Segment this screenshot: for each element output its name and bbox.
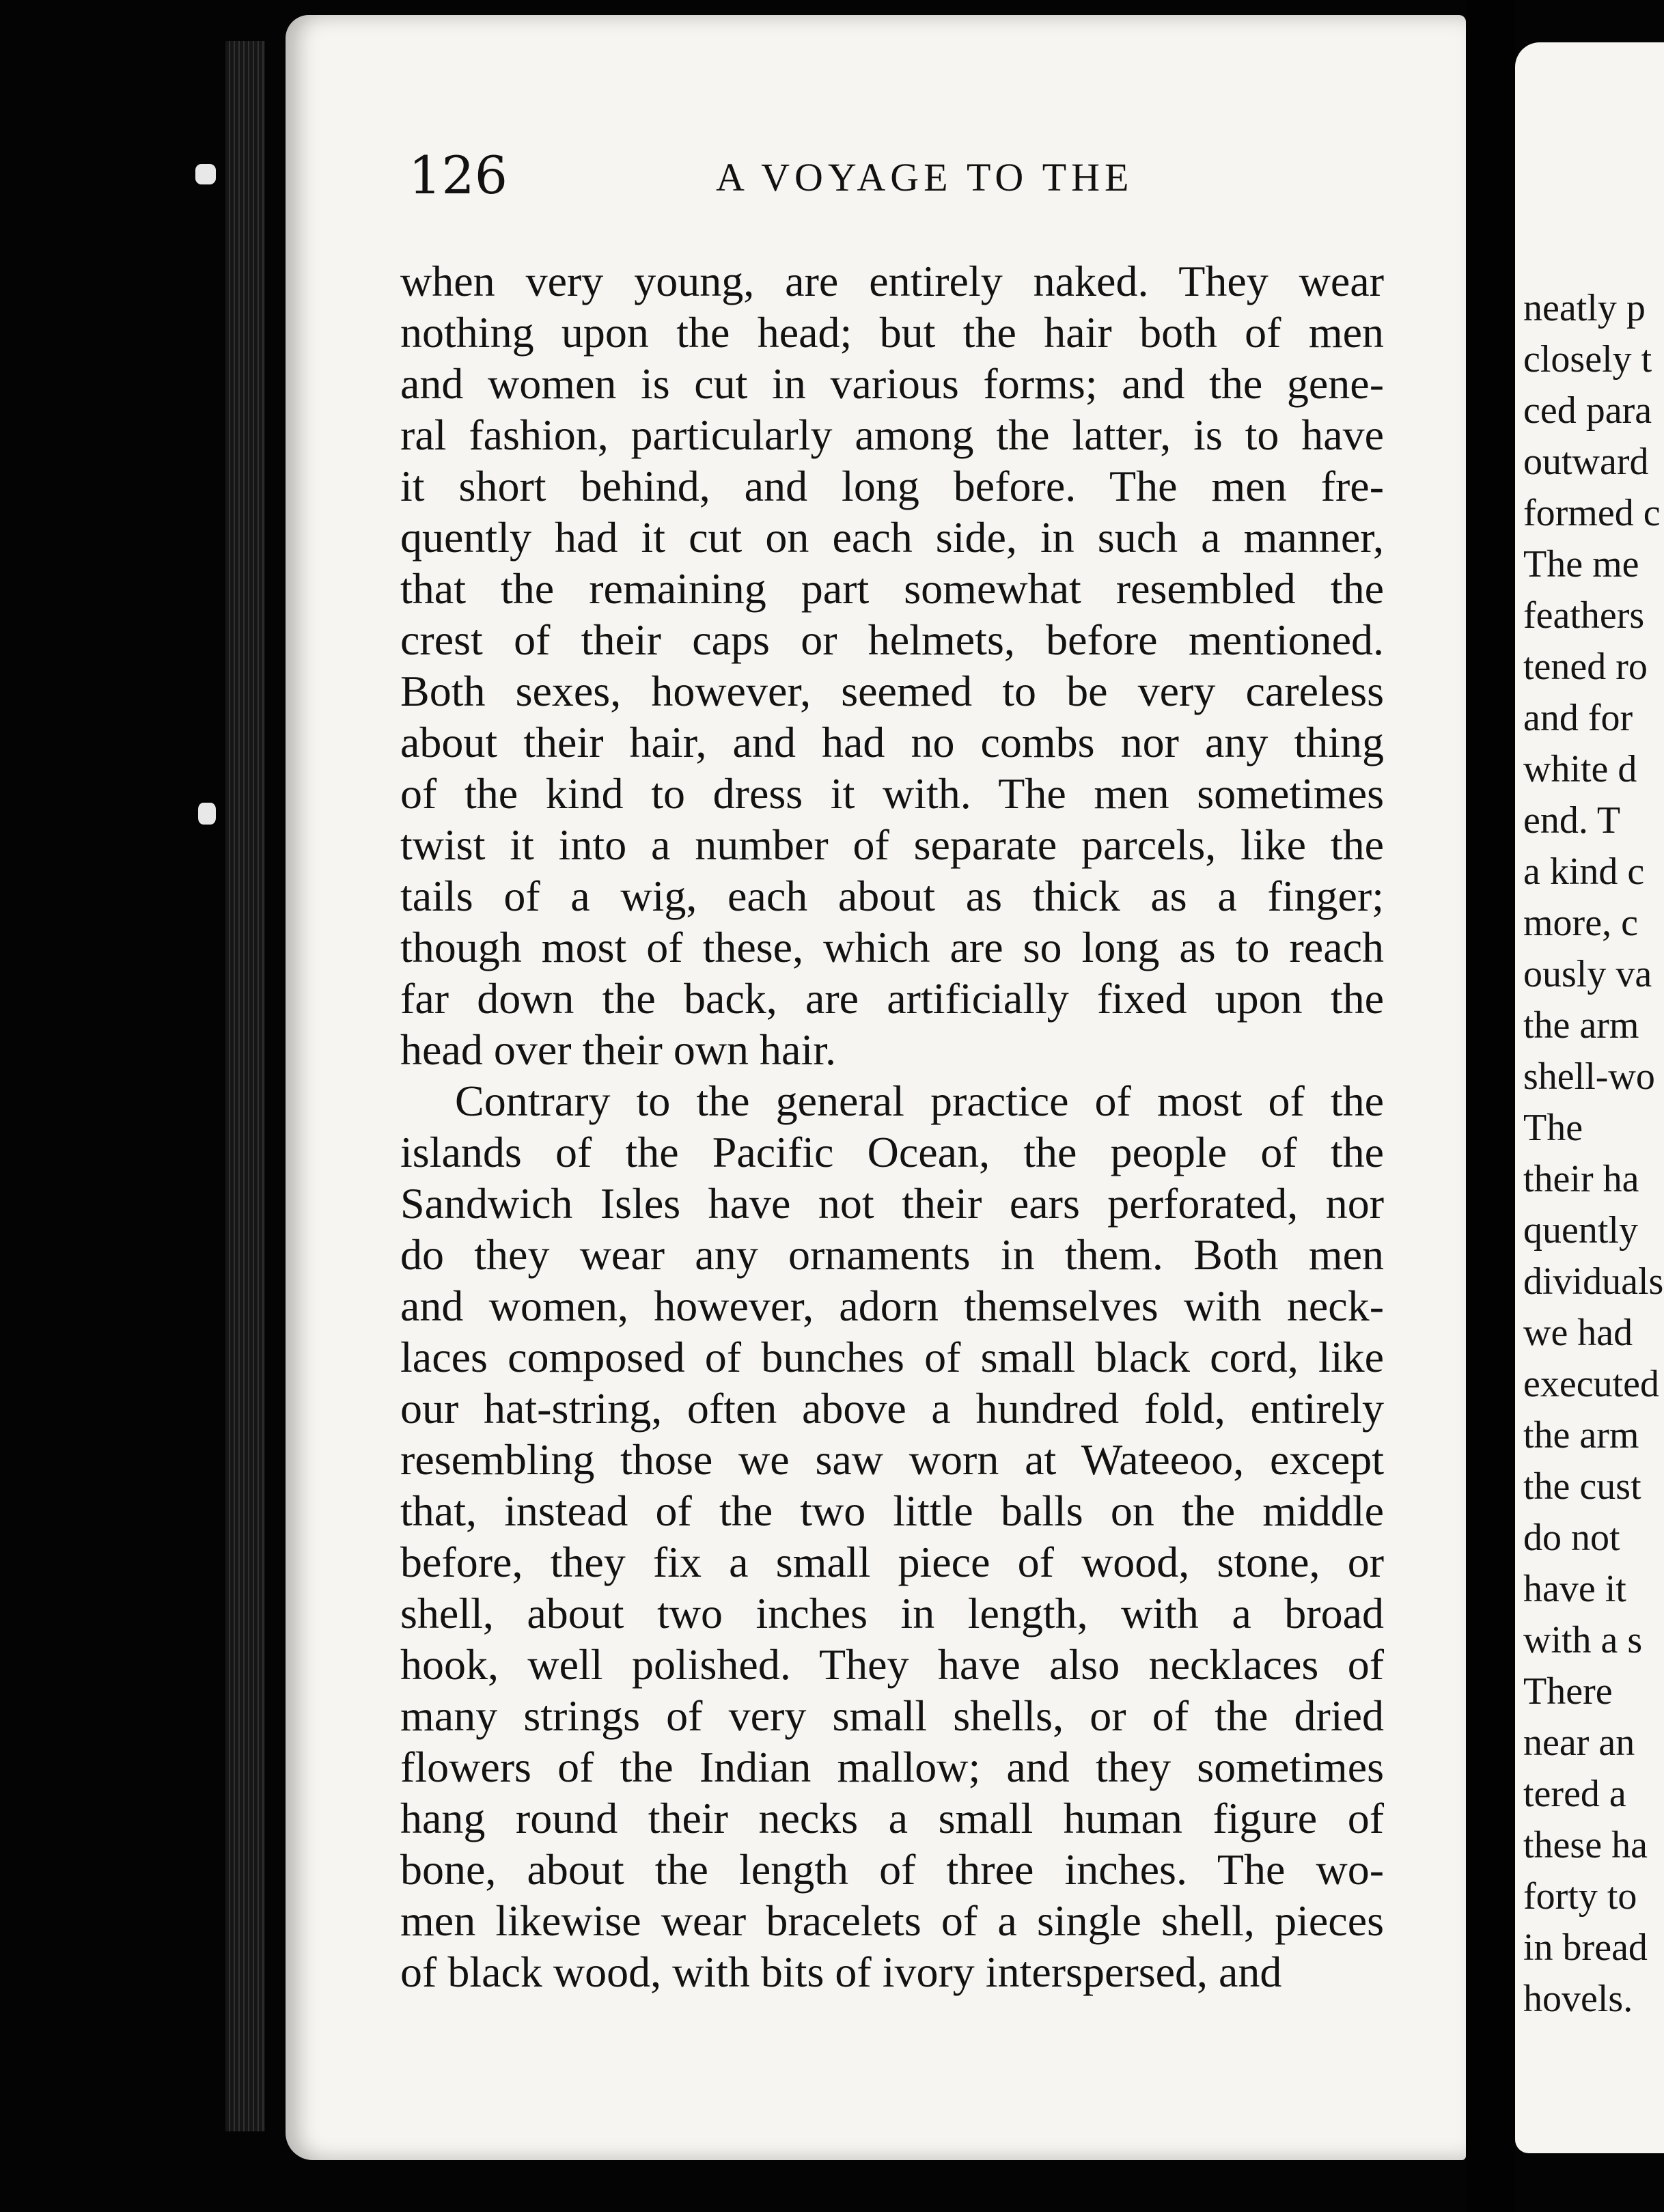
text-line: hook, well polished. They have also necklaces of bbox=[400, 1640, 1384, 1689]
text-line-fragment: their ha bbox=[1523, 1158, 1639, 1200]
text-line-fragment: shell-wo bbox=[1523, 1055, 1655, 1098]
text-line-fragment: the arm bbox=[1523, 1414, 1639, 1456]
left-page bbox=[286, 15, 1466, 2160]
text-line: far down the back, are artificially fixed upon the bbox=[400, 974, 1384, 1023]
right-page-fragment bbox=[1515, 42, 1664, 2153]
scan-speck bbox=[195, 164, 216, 184]
text-line: that, instead of the two little balls on the middle bbox=[400, 1487, 1384, 1535]
scan-speck bbox=[198, 803, 216, 825]
text-line: bone, about the length of three inches. The wo- bbox=[400, 1845, 1384, 1894]
text-line: and women is cut in various forms; and the gene- bbox=[400, 359, 1384, 408]
text-line-fragment: we had bbox=[1523, 1312, 1633, 1354]
text-line-fragment: near an bbox=[1523, 1722, 1635, 1764]
text-line-fragment: these ha bbox=[1523, 1824, 1648, 1866]
text-line-fragment: hovels. bbox=[1523, 1978, 1633, 2020]
text-line-fragment: more, c bbox=[1523, 902, 1638, 944]
text-line-fragment: feathers bbox=[1523, 594, 1645, 637]
text-line-fragment: do not bbox=[1523, 1517, 1620, 1559]
text-line: our hat-string, often above a hundred fold, entirely bbox=[400, 1384, 1384, 1433]
text-line-fragment: ously va bbox=[1523, 953, 1652, 995]
text-line: islands of the Pacific Ocean, the people of the bbox=[400, 1128, 1384, 1176]
text-line: Sandwich Isles have not their ears perforated, nor bbox=[400, 1179, 1384, 1228]
text-line-fragment: The me bbox=[1523, 543, 1639, 585]
text-line: of black wood, with bits of ivory interspersed, and bbox=[400, 1948, 1282, 1996]
text-line: tails of a wig, each about as thick as a finger; bbox=[400, 872, 1384, 920]
text-line-fragment: and for bbox=[1523, 697, 1633, 739]
text-line-fragment: have it bbox=[1523, 1568, 1626, 1610]
book-gutter bbox=[1466, 0, 1515, 2212]
text-line-fragment: There bbox=[1523, 1670, 1613, 1713]
text-line-fragment: neatly p bbox=[1523, 287, 1646, 329]
text-line: men likewise wear bracelets of a single shell, pieces bbox=[400, 1896, 1384, 1945]
running-head bbox=[286, 145, 1466, 206]
text-line: that the remaining part somewhat resembled the bbox=[400, 564, 1384, 613]
text-line: before, they fix a small piece of wood, stone, or bbox=[400, 1538, 1384, 1586]
text-line-fragment: dividuals bbox=[1523, 1260, 1664, 1303]
text-line: laces composed of bunches of small black cord, like bbox=[400, 1333, 1384, 1381]
text-line-fragment: formed c bbox=[1523, 492, 1661, 534]
text-line: Contrary to the general practice of most of the bbox=[455, 1077, 1384, 1125]
text-line: quently had it cut on each side, in such a manner, bbox=[400, 513, 1384, 562]
text-line-fragment: the cust bbox=[1523, 1465, 1641, 1508]
text-line-fragment: outward bbox=[1523, 441, 1649, 483]
text-line: when very young, are entirely naked. They wear bbox=[400, 257, 1384, 305]
book-page-edges bbox=[225, 41, 265, 2131]
text-line-fragment: a kind c bbox=[1523, 851, 1645, 893]
text-line-fragment: The bbox=[1523, 1107, 1583, 1149]
text-line: Both sexes, however, seemed to be very careless bbox=[400, 667, 1384, 715]
text-line-fragment: with a s bbox=[1523, 1619, 1643, 1661]
right-page-text bbox=[1523, 283, 1664, 2025]
text-line: flowers of the Indian mallow; and they sometimes bbox=[400, 1743, 1384, 1791]
text-line: nothing upon the head; but the hair both of men bbox=[400, 308, 1384, 357]
text-line-fragment: executed bbox=[1523, 1363, 1659, 1405]
text-line: shell, about two inches in length, with a broad bbox=[400, 1589, 1384, 1637]
text-line: it short behind, and long before. The men fre- bbox=[400, 462, 1384, 510]
text-line: do they wear any ornaments in them. Both men bbox=[400, 1230, 1384, 1279]
text-line: many strings of very small shells, or of the dried bbox=[400, 1691, 1384, 1740]
text-line: crest of their caps or helmets, before mentioned. bbox=[400, 616, 1384, 664]
text-line: twist it into a number of separate parcels, like the bbox=[400, 820, 1384, 869]
running-title: A VOYAGE TO THE bbox=[716, 155, 1134, 199]
text-line-fragment: white d bbox=[1523, 748, 1637, 790]
text-line-fragment: closely t bbox=[1523, 338, 1652, 381]
text-line-fragment: the arm bbox=[1523, 1004, 1639, 1047]
text-line: hang round their necks a small human figure of bbox=[400, 1794, 1384, 1842]
text-line-fragment: tered a bbox=[1523, 1773, 1626, 1815]
text-line: of the kind to dress it with. The men sometimes bbox=[400, 769, 1384, 818]
text-line: and women, however, adorn themselves with neck- bbox=[400, 1282, 1384, 1330]
text-line-fragment: end. T bbox=[1523, 799, 1621, 842]
text-line: ral fashion, particularly among the latter, is to have bbox=[400, 411, 1384, 459]
text-line-fragment: ced para bbox=[1523, 389, 1652, 432]
text-line-fragment: forty to bbox=[1523, 1875, 1637, 1918]
text-line: resembling those we saw worn at Wateeoo, except bbox=[400, 1435, 1384, 1484]
text-line: though most of these, which are so long as to reach bbox=[400, 923, 1384, 971]
text-line: head over their own hair. bbox=[400, 1025, 836, 1074]
text-line-fragment: in bread bbox=[1523, 1926, 1648, 1969]
body-text bbox=[400, 255, 1384, 1997]
text-line-fragment: tened ro bbox=[1523, 646, 1648, 688]
page-number: 126 bbox=[408, 145, 508, 206]
text-line-fragment: quently bbox=[1523, 1209, 1638, 1252]
text-line: about their hair, and had no combs nor any thing bbox=[400, 718, 1384, 766]
